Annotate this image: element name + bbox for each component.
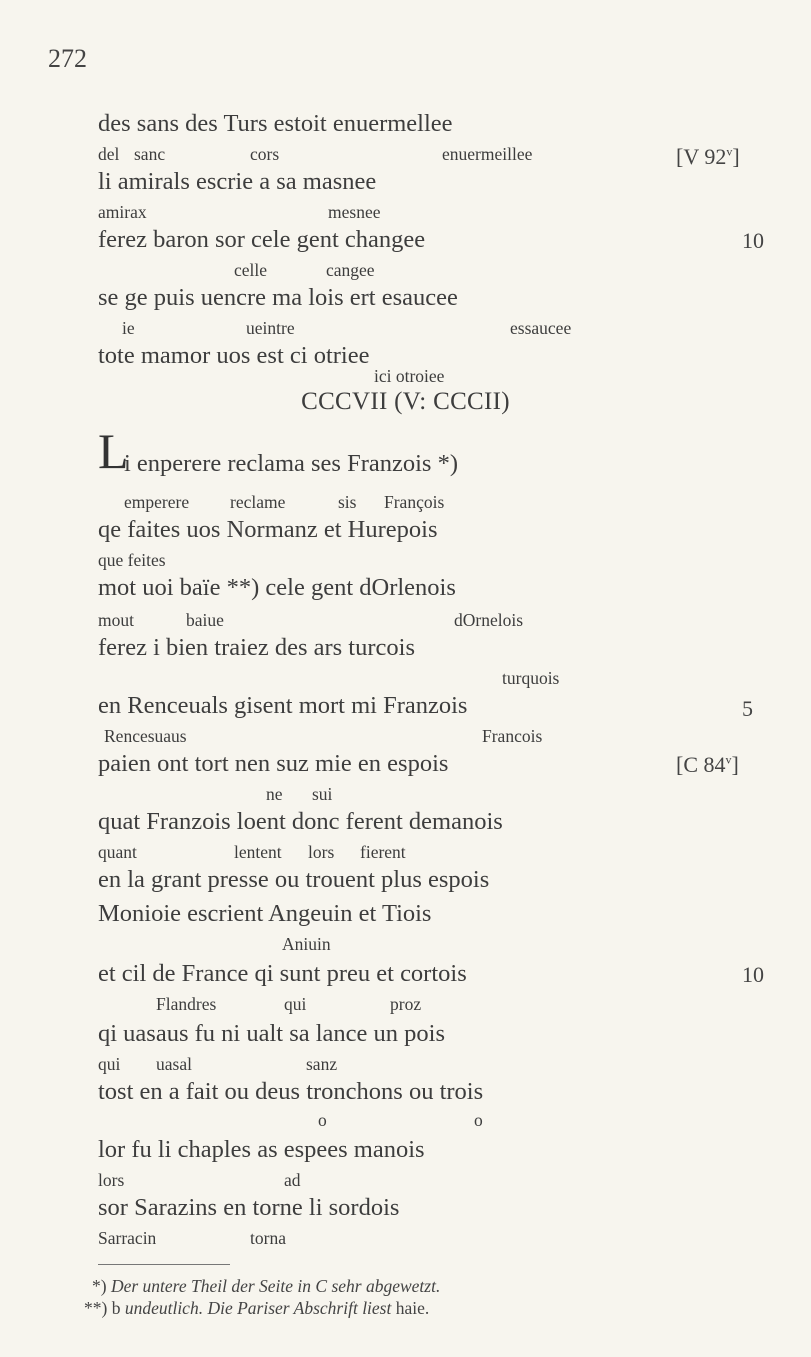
drop-initial: L <box>98 423 129 479</box>
variant: sis <box>338 492 357 512</box>
verse-line: quat Franzois loent donc ferent demanois <box>98 808 503 835</box>
variant: essaucee <box>510 318 572 338</box>
variant-line <box>98 610 658 632</box>
manuscript-ref-c: [C 84$^v$] <box>676 752 739 777</box>
variant-line <box>98 1054 658 1076</box>
verse-line: qi uasaus fu ni ualt sa lance un pois <box>98 1020 446 1047</box>
variant-line <box>98 842 658 864</box>
verse-line: qe faites uos Normanz et Hurepois <box>98 516 438 543</box>
variant: mout <box>98 610 134 630</box>
verse-line: ferez i bien traiez des ars turcois <box>98 634 415 661</box>
section-heading: CCCVII (V: CCCII) <box>301 388 510 415</box>
verse-line: et cil de France qi sunt preu et cortois <box>98 960 467 987</box>
variant-line <box>98 668 658 690</box>
variant-line <box>98 202 658 224</box>
variant: enuermeillee <box>442 144 533 164</box>
variant: quant <box>98 842 137 862</box>
variant: celle <box>234 260 268 280</box>
line-number: 10 <box>742 962 764 987</box>
variant: fierent <box>360 842 406 862</box>
variant: uasal <box>156 1054 192 1074</box>
line-number: 5 <box>742 696 753 721</box>
variant-line <box>98 1110 658 1132</box>
variant: Aniuin <box>282 934 331 954</box>
variant: François <box>384 492 445 512</box>
variant-line <box>98 1170 658 1192</box>
variant: qui <box>284 994 307 1014</box>
variant: Flandres <box>156 994 217 1014</box>
verse-line: tote mamor uos est ci otriee <box>98 342 370 369</box>
verse-line: tost en a fait ou deus tronchons ou trois <box>98 1078 484 1105</box>
variant: sanz <box>306 1054 338 1074</box>
footnote-rule <box>98 1264 230 1265</box>
variant: lentent <box>234 842 282 862</box>
variant-line <box>98 994 658 1016</box>
verse-line: lor fu li chaples as espees manois <box>98 1136 425 1163</box>
variant: sanc <box>134 144 166 164</box>
variant: o <box>474 1110 483 1130</box>
verse-line: des sans des Turs estoit enuermellee <box>98 110 453 137</box>
variant-line <box>98 366 658 388</box>
variant: ueintre <box>246 318 295 338</box>
variant: Sarracin <box>98 1228 157 1248</box>
variant: del <box>98 144 120 164</box>
variant: mesnee <box>328 202 381 222</box>
variant: baiue <box>186 610 224 630</box>
page-number: 272 <box>48 44 87 73</box>
variant: cangee <box>326 260 375 280</box>
variant: que feites <box>98 550 166 570</box>
verse-line: en la grant presse ou trouent plus espois <box>98 866 490 893</box>
footnote-2: **) b undeutlich. Die Pariser Abschrift liest haie. <box>84 1298 430 1318</box>
variant: ne <box>266 784 283 804</box>
verse-line: li amirals escrie a sa masnee <box>98 168 377 195</box>
variant: Francois <box>482 726 543 746</box>
verse-line: i enperere reclama ses Franzois *) <box>124 450 458 477</box>
variant: o <box>318 1110 327 1130</box>
variant-line <box>98 492 658 514</box>
variant: cors <box>250 144 280 164</box>
variant-line <box>98 784 658 806</box>
variant-line <box>98 144 658 166</box>
variant: emperere <box>124 492 190 512</box>
verse-line: sor Sarazins en torne li sordois <box>98 1194 400 1221</box>
variant-line <box>98 550 658 572</box>
variant: torna <box>250 1228 286 1248</box>
manuscript-ref-v: [V 92$^v$] <box>676 144 740 169</box>
variant: qui <box>98 1054 121 1074</box>
variant: Rencesuaus <box>104 726 187 746</box>
variant: lors <box>98 1170 125 1190</box>
variant-line <box>98 726 658 748</box>
variant: dOrnelois <box>454 610 524 630</box>
verse-line: ferez baron sor cele gent changee <box>98 226 426 253</box>
line-number: 10 <box>742 228 764 253</box>
variant: sui <box>312 784 333 804</box>
verse-line: en Renceuals gisent mort mi Franzois <box>98 692 468 719</box>
variant: ici otroiee <box>374 366 445 386</box>
footnote-1: *) Der untere Theil der Seite in C sehr abgewetzt. <box>92 1276 441 1296</box>
variant-line <box>98 260 658 282</box>
variant: reclame <box>230 492 286 512</box>
variant: turquois <box>502 668 560 688</box>
variant: proz <box>390 994 422 1014</box>
variant: ad <box>284 1170 301 1190</box>
variant: amirax <box>98 202 147 222</box>
verse-line: mot uoi baïe **) cele gent dOrlenois <box>98 574 456 601</box>
variant-line <box>98 934 658 956</box>
variant-line <box>98 318 658 340</box>
verse-line: se ge puis uencre ma lois ert esaucee <box>98 284 458 311</box>
verse-line: paien ont tort nen suz mie en espois <box>98 750 449 777</box>
verse-line: Monioie escrient Angeuin et Tiois <box>98 900 432 927</box>
variant-line <box>98 1228 658 1250</box>
variant: ie <box>122 318 135 338</box>
variant: lors <box>308 842 335 862</box>
